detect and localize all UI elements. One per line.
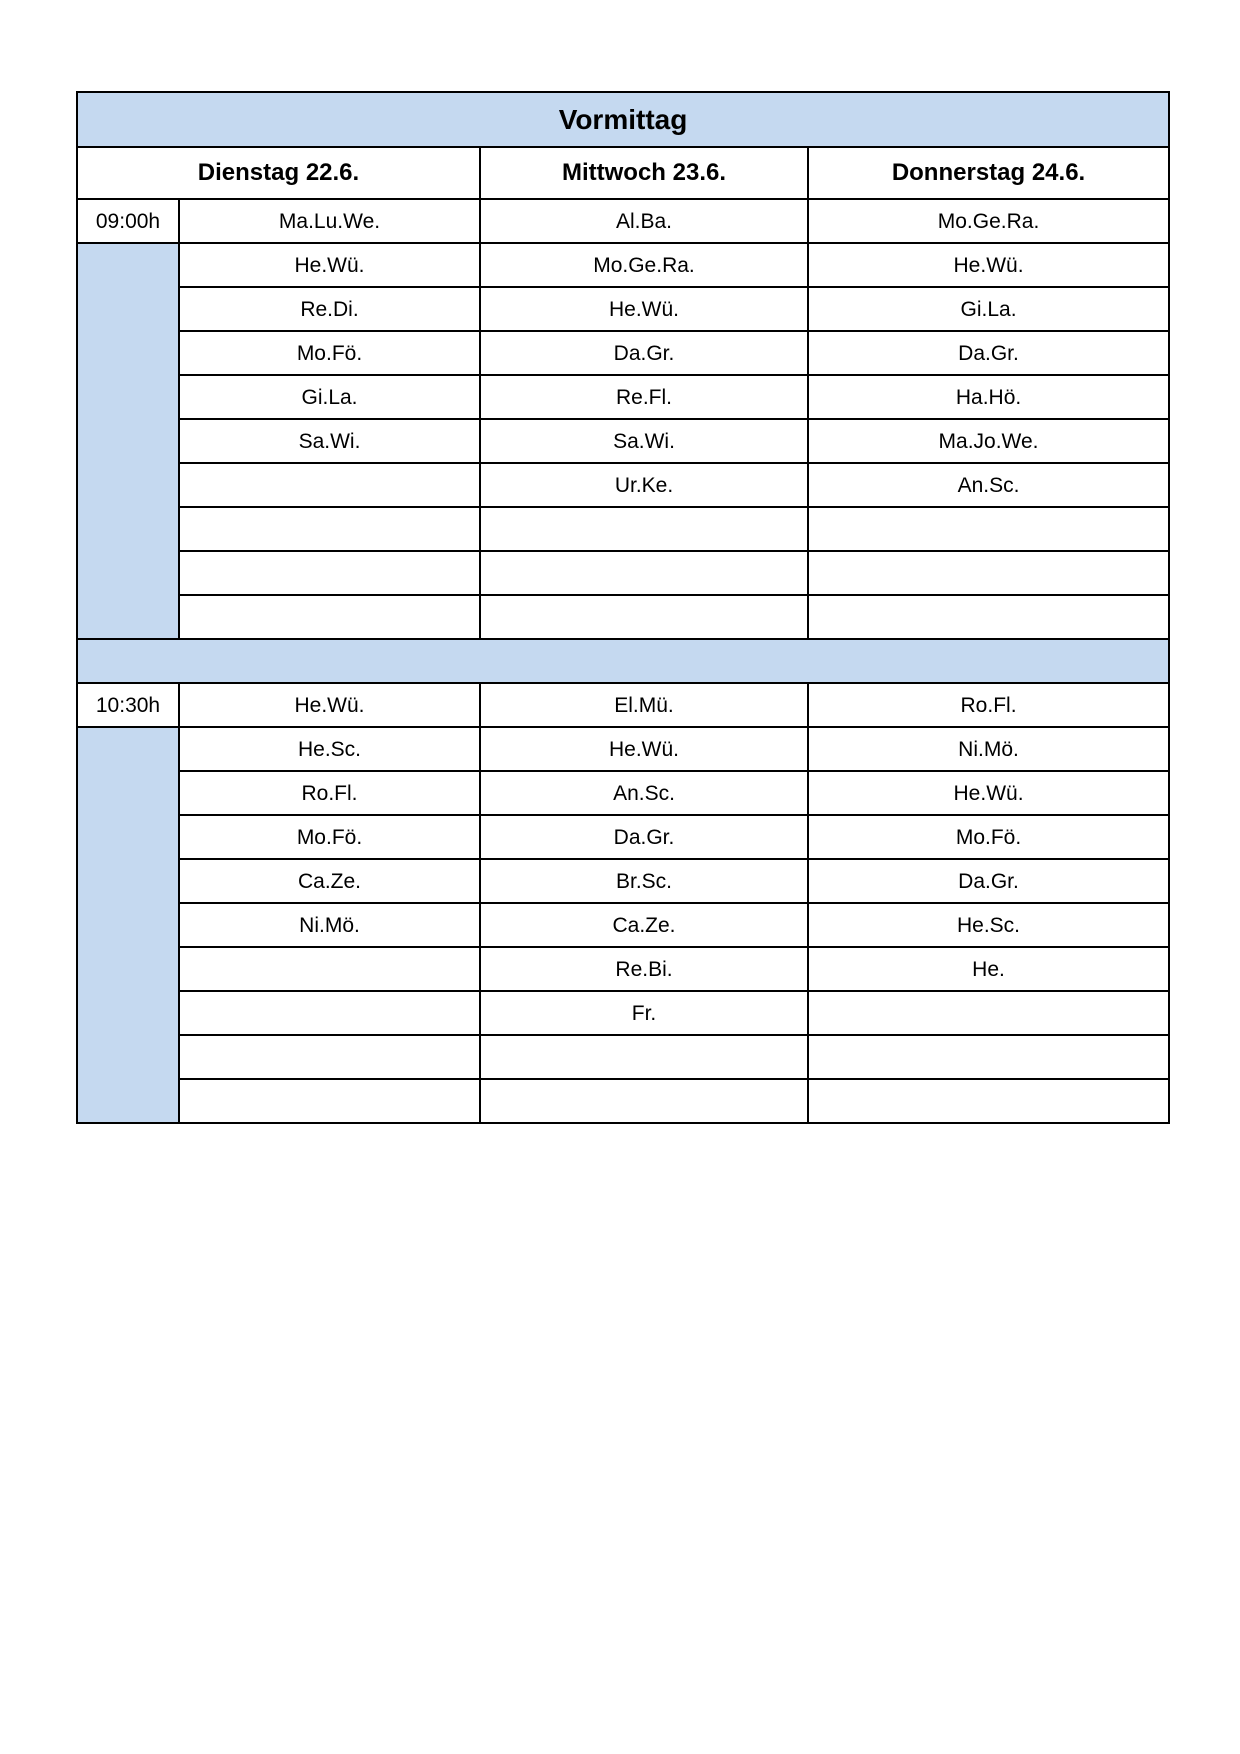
name-cell [480,1035,808,1079]
name-cell: Br.Sc. [480,859,808,903]
name-cell: Ca.Ze. [480,903,808,947]
name-cell [808,1035,1169,1079]
table-row [77,1035,1169,1079]
session-time: 10:30h [77,683,179,727]
name-cell: Ha.Hö. [808,375,1169,419]
table-row [77,727,1169,771]
name-cell [808,991,1169,1035]
name-cell: El.Mü. [480,683,808,727]
name-cell: Sa.Wi. [179,419,480,463]
name-cell: Mo.Fö. [808,815,1169,859]
session-time: 09:00h [77,199,179,243]
name-cell: Mo.Fö. [179,815,480,859]
name-cell: Ni.Mö. [808,727,1169,771]
day-header-wednesday: Mittwoch 23.6. [480,147,808,199]
name-cell: He.Wü. [480,727,808,771]
name-cell: Mo.Fö. [179,331,480,375]
table-row [77,287,1169,331]
name-cell: He. [808,947,1169,991]
name-cell: Mo.Ge.Ra. [480,243,808,287]
name-cell: Ma.Lu.We. [179,199,480,243]
name-cell: He.Sc. [179,727,480,771]
name-cell: Ca.Ze. [179,859,480,903]
name-cell [179,595,480,639]
name-cell [480,507,808,551]
name-cell [480,1079,808,1123]
name-cell [179,463,480,507]
session-separator [77,639,1169,683]
name-cell: Da.Gr. [808,859,1169,903]
name-cell: Mo.Ge.Ra. [808,199,1169,243]
table-row [77,551,1169,595]
name-cell: Re.Bi. [480,947,808,991]
name-cell: Ma.Jo.We. [808,419,1169,463]
schedule-table [76,91,1170,1124]
name-cell: Gi.La. [808,287,1169,331]
name-cell [179,991,480,1035]
name-cell: Da.Gr. [480,331,808,375]
table-row [77,419,1169,463]
name-cell: An.Sc. [808,463,1169,507]
day-header-row [77,147,1169,199]
name-cell [179,551,480,595]
name-cell: Sa.Wi. [480,419,808,463]
time-column-fill [77,727,179,1123]
name-cell: Al.Ba. [480,199,808,243]
name-cell: Ur.Ke. [480,463,808,507]
table-row [77,331,1169,375]
name-cell: Re.Di. [179,287,480,331]
name-cell: He.Wü. [808,243,1169,287]
table-row [77,947,1169,991]
table-row [77,991,1169,1035]
name-cell: Ro.Fl. [179,771,480,815]
name-cell: He.Wü. [808,771,1169,815]
table-row [77,1079,1169,1123]
name-cell: Gi.La. [179,375,480,419]
name-cell: Ni.Mö. [179,903,480,947]
name-cell [480,595,808,639]
name-cell [480,551,808,595]
session-separator-row [77,639,1169,683]
title-row [77,92,1169,147]
table-row [77,815,1169,859]
table-row [77,199,1169,243]
table-row [77,463,1169,507]
name-cell [179,1035,480,1079]
schedule-body [77,92,1169,1123]
name-cell: He.Sc. [808,903,1169,947]
name-cell [808,1079,1169,1123]
table-title: Vormittag [77,92,1169,147]
name-cell: He.Wü. [480,287,808,331]
name-cell [808,551,1169,595]
name-cell: An.Sc. [480,771,808,815]
table-row [77,375,1169,419]
day-header-tuesday: Dienstag 22.6. [77,147,480,199]
name-cell [808,595,1169,639]
table-row [77,683,1169,727]
table-row [77,903,1169,947]
day-header-thursday: Donnerstag 24.6. [808,147,1169,199]
name-cell [179,507,480,551]
name-cell: Ro.Fl. [808,683,1169,727]
table-row [77,595,1169,639]
name-cell: Re.Fl. [480,375,808,419]
name-cell [808,507,1169,551]
name-cell: Da.Gr. [480,815,808,859]
name-cell: He.Wü. [179,683,480,727]
name-cell: Da.Gr. [808,331,1169,375]
name-cell [179,1079,480,1123]
table-row [77,507,1169,551]
table-row [77,859,1169,903]
time-column-fill [77,243,179,639]
name-cell [179,947,480,991]
name-cell: He.Wü. [179,243,480,287]
name-cell: Fr. [480,991,808,1035]
table-row [77,771,1169,815]
table-row [77,243,1169,287]
